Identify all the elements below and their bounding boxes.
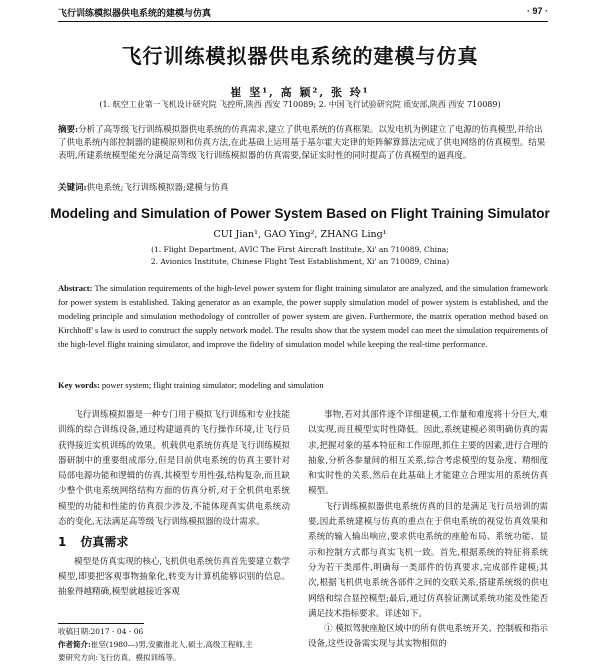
body-column-right: [308, 408, 548, 653]
affiliation-english-line: (1. Flight Department, AVIC The First Aircraft Institute, Xi' an 710089, China;: [151, 245, 449, 254]
footnote-received: 收稿日期:2017 - 04 - 06: [58, 627, 144, 636]
abstract-chinese: [58, 124, 548, 163]
page-number: · 97 ·: [526, 6, 548, 16]
footnote-author: [58, 639, 290, 651]
keywords-english-text: power system; flight training simulator; modeling and simulation: [101, 380, 324, 390]
affiliation-chinese: (1. 航空工业第一飞机设计研究院 飞控所,陕西 西安 710089; 2. 中国飞行试验研究院 质安部,陕西 西安 710089): [99, 100, 501, 109]
section-heading: [58, 535, 290, 550]
keywords-chinese-text: 供电系统;飞行训练模拟器;建模与仿真: [86, 183, 229, 193]
intro-paragraph: 飞行训练模拟器是一种专门用于模拟飞行训练和专业技能训练的综合训练设备,通过构建逼真的飞行操作环境,让飞行员获得接近实机训练的效果。机载供电系统仿真是飞行训练模拟器研制中的重要组成部分,但是目前供电系统的仿真主要针对局部电源功能和逻辑的仿真,其模型专用性强,结构复杂,而且缺少整个供电系统网络结构方面的仿真分析,对于全机供电系统模型的功能和性能的仿真很少涉及,不能体现真实供电系统动态的变化,无法满足高等级飞行训练模拟器的设计需求。: [58, 410, 290, 528]
body-paragraph: 事物,若对其部件逐个详细建模,工作量和难度将十分巨大,难以实现,而且模型实时性降低。因此,系统建模必须明确仿真的需求,把握对象的基本特征和工作原理,抓住主要的因素,进行合理的抽象,分析各参量间的相互关系,综合考虑模型的复杂度、精细度和实时性的关系,然后在此基础上才能建立合理实用的系统仿真模型。: [308, 410, 548, 497]
keywords-english-label: Key words:: [58, 380, 100, 390]
footnote-author-label: 作者简介:: [58, 640, 91, 649]
body-paragraph: 飞行训练模拟器供电系统仿真的目的是满足飞行员培训的需要,因此系统建模与仿真的重点在于供电系统的视觉仿真效果和系统的输入输出响应,要求供电系统的座舱布局、系统功能、显示和控制方式都与真实飞机一致。首先,根据系统的特征将系统分为若干类部件,明确每一类部件的仿真要求,完成部件建模;其次,根据飞机供电系统各部件之间的交联关系,搭建系统级的供电网络和综合显控模型;最后,通过仿真验证测试系统功能及性能否满足技术指标要求。详述如下。: [308, 501, 548, 619]
abstract-chinese-text: 分析了高等级飞行训练模拟器供电系统的仿真需求,建立了供电系统的仿真框架。以发电机为例建立了电源的仿真模型,并给出了供电系统内部控制器的建模原则和仿真方法,在此基础上运用基于基尔霍夫定律的矩阵解算算法完成了供电网络的仿真模型。结果表明,所建系统模型能充分满足高等级飞行训练模拟器的仿真需要,保证实时性的同时提高了仿真模型的逼真度。: [58, 125, 546, 161]
footnote-rule: [58, 623, 144, 624]
authors-english: CUI Jian¹, GAO Ying², ZHANG Ling¹: [213, 229, 387, 240]
abstract-english-label: Abstract:: [58, 283, 93, 293]
header-rule: [58, 21, 548, 22]
abstract-english: [58, 281, 548, 351]
running-header: [58, 6, 548, 20]
keywords-chinese-label: 关键词:: [58, 183, 87, 193]
section-title: 仿真需求: [80, 535, 129, 550]
title-chinese: 飞行训练模拟器供电系统的建模与仿真: [121, 44, 479, 68]
affiliation-english: [0, 244, 600, 268]
running-header-title: 飞行训练模拟器供电系统的建模与仿真: [58, 8, 212, 18]
authors-chinese: 崔 坚¹, 高 颖², 张 玲¹: [230, 86, 370, 99]
keywords-chinese: [58, 181, 548, 193]
affiliation-english-line: 2. Avionics Institute, Chinese Flight Test Establishment, Xi' an 710089, China): [150, 257, 450, 266]
abstract-english-text: The simulation requirements of the high-level power system for flight training simulator are analyzed, and the simulation framework for power system is established. Taking generator as an example, the power supply simulation model of power system is established, and the modeling principle and simulation methodology of controller of power system are given. Furthermore, the matrix operation method based on Kirchhoff' s law is used to construct the supply network model. The results show that the system model can meet the simulation requirements of the high-level flight training simulator, and improve the fidelity of simulation model while keeping the real-time performance.: [58, 283, 548, 349]
title-english: Modeling and Simulation of Power System Based on Flight Training Simulator: [50, 206, 550, 221]
footnote-author-continued: 要研究方向:飞行仿真、模拟训练等。: [58, 653, 181, 662]
body-column-left: [58, 408, 290, 601]
section-paragraph: 模型是仿真实现的核心,飞机供电系统仿真首先要建立数学模型,即要把客观事物抽象化,转变为计算机能够识别的信息。抽象得越精确,模型就越接近客观: [58, 556, 290, 598]
body-paragraph: ① 模拟驾驶座舱区域中的所有供电系统开关、控制板和指示设备,这些设备需实现与其实物相似的: [308, 624, 548, 650]
keywords-english: [58, 380, 548, 390]
abstract-chinese-label: 摘要:: [58, 125, 79, 135]
section-number: 1: [58, 535, 67, 550]
footnote-author-text: 崔坚(1980—)男,安徽淮北人,硕士,高级工程师,主: [90, 640, 253, 649]
